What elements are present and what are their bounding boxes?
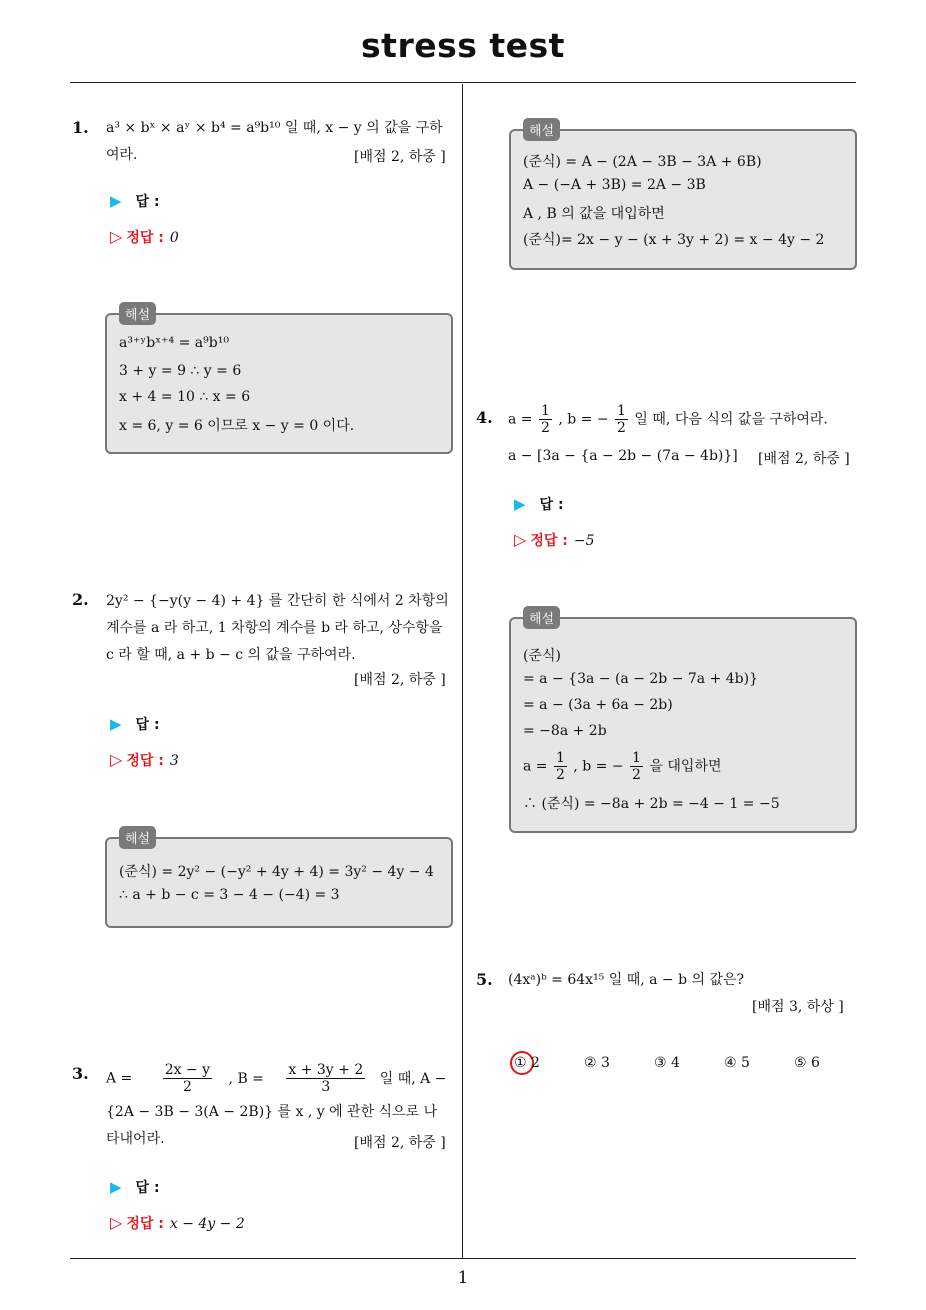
fraction-numerator: 1 [617,403,626,419]
answer-field[interactable] [514,494,564,514]
solution-line: (준식) = A − (2A − 3B − 3A + 6B) [523,154,762,170]
play-arrow-icon: ▶ [514,495,526,513]
problem-text [106,588,458,669]
fraction-denominator: 2 [555,767,565,783]
fraction-denominator: 2 [540,420,550,436]
solution-tag: 해설 [523,118,560,141]
solution-line: ∴ (준식) = −8a + 2b = −4 − 1 = −5 [523,796,780,812]
text-fragment: a = [523,758,548,775]
problem-text-line: (4xᵃ)ᵇ = 64x¹⁵ 일 때, a − b 의 값은? [508,972,745,988]
solution-box [105,832,453,928]
correct-label: 정답 : [126,1216,164,1232]
header-rule [70,82,856,83]
fraction [630,750,643,783]
text-fragment: a = [508,411,533,428]
solution-line: (준식) [523,648,561,664]
answer-field[interactable] [110,191,160,211]
problem-text-line: {2A − 3B − 3(A − 2B)} 를 x , y 에 관한 식으로 나 [106,1104,438,1120]
solution-line: a³⁺ʸbˣ⁺⁴ = a⁹b¹⁰ [119,335,229,351]
correct-answer [110,227,179,247]
correct-answer [110,750,179,770]
solution-box [105,308,453,454]
choice-3[interactable]: ③ 4 [654,1055,680,1071]
correct-value: 3 [169,753,179,769]
score-difficulty: [배점 2, 하중 ] [354,149,446,165]
correct-label: 정답 : [530,533,568,549]
solution-tag: 해설 [119,826,156,849]
correct-value: 0 [169,230,179,246]
score-difficulty: [배점 2, 하중 ] [758,451,850,467]
correct-value: −5 [573,533,595,549]
solution-line: x = 6, y = 6 이므로 x − y = 0 이다. [119,418,355,434]
fraction [163,1062,212,1095]
play-arrow-icon: ▶ [110,715,122,733]
triangle-outline-icon: ▷ [110,227,123,246]
fraction-denominator: 3 [321,1079,331,1095]
answer-label: 답 : [135,194,160,210]
solution-line: (준식) = 2y² − (−y² + 4y + 4) = 3y² − 4y − 4 [119,864,434,880]
fraction-denominator: 2 [617,420,626,436]
solution-line: = a − (3a + 6a − 2b) [523,697,673,713]
solution-line: A , B 의 값을 대입하면 [523,206,665,222]
correct-label: 정답 : [126,230,164,246]
solution-line: A − (−A + 3B) = 2A − 3B [523,177,706,193]
answer-label: 답 : [539,497,564,513]
solution-box [509,612,857,833]
problem-text-line: c 라 할 때, a + b − c 의 값을 구하여라. [106,647,356,663]
solution-line: 3 + y = 9 ∴ y = 6 [119,363,242,379]
problem-text-line: 2y² − {−y(y − 4) + 4} 를 간단히 한 식에서 2 차항의 [106,593,449,609]
text-fragment: A = [106,1070,133,1087]
problem-text-line: a³ × bˣ × aʸ × b⁴ = a⁹b¹⁰ 일 때, x − y 의 값을 구하 [106,120,443,136]
answer-field[interactable] [110,714,160,734]
triangle-outline-icon: ▷ [514,530,527,549]
choice-2[interactable]: ② 3 [584,1055,610,1071]
solution-tag: 해설 [523,606,560,629]
solution-line: (준식)= 2x − y − (x + 3y + 2) = x − 4y − 2 [523,232,825,248]
problem-text-line: 타내어라. [106,1131,165,1147]
fraction-numerator: 1 [555,750,565,766]
problem-number: 3. [72,1064,89,1083]
answer-field[interactable] [110,1177,160,1197]
correct-label: 정답 : [126,753,164,769]
fraction-numerator: 2x − y [164,1062,211,1078]
page-title: stress test [361,26,565,65]
answer-label: 답 : [135,717,160,733]
fraction [539,403,552,436]
play-arrow-icon: ▶ [110,1178,122,1196]
column-divider [462,84,463,1259]
choice-1[interactable]: ① 2 [514,1055,540,1071]
fraction-denominator: 2 [182,1079,192,1095]
problem-number: 4. [476,408,493,427]
fraction-numerator: 1 [632,750,641,766]
score-difficulty: [배점 2, 하중 ] [354,1135,446,1151]
problem-text-line: 여라. [106,147,138,163]
text-fragment: 일 때, A − [379,1070,447,1087]
fraction-denominator: 2 [632,767,641,783]
page-number: 1 [457,1268,469,1288]
play-arrow-icon: ▶ [110,192,122,210]
solution-tag: 해설 [119,302,156,325]
problem-text-line: 계수를 a 라 하고, 1 차항의 계수를 b 라 하고, 상수항을 [106,620,443,636]
correct-answer [110,1213,245,1233]
solution-line: x + 4 = 10 ∴ x = 6 [119,389,251,405]
problem-text-line: a − [3a − {a − 2b − (7a − 4b)}] [508,448,738,464]
text-fragment: , b = − [573,758,624,775]
fraction-numerator: x + 3y + 2 [288,1062,364,1078]
choice-5[interactable]: ⑤ 6 [794,1055,820,1071]
text-fragment: , b = − [558,411,609,428]
fraction-numerator: 1 [540,403,550,419]
solution-line: = a − {3a − (a − 2b − 7a + 4b)} [523,671,759,687]
score-difficulty: [배점 3, 하상 ] [752,999,844,1015]
problem-text-line [106,1062,456,1095]
answer-label: 답 : [135,1180,160,1196]
correct-answer [514,530,594,550]
solution-line [523,750,722,783]
fraction [554,750,567,783]
solution-line: = −8a + 2b [523,723,607,739]
solution-line: ∴ a + b − c = 3 − 4 − (−4) = 3 [119,887,340,903]
problem-number: 2. [72,590,89,609]
text-fragment: 을 대입하면 [649,758,722,775]
fraction [286,1062,365,1095]
problem-text-line [508,403,828,436]
triangle-outline-icon: ▷ [110,1213,123,1232]
problem-number: 5. [476,970,493,989]
text-fragment: , B = [228,1070,264,1087]
score-difficulty: [배점 2, 하중 ] [354,672,446,688]
choice-4[interactable]: ④ 5 [724,1055,750,1071]
correct-value: x − 4y − 2 [169,1216,245,1232]
problem-number: 1. [72,118,89,137]
text-fragment: 일 때, 다음 식의 값을 구하여라. [634,411,828,428]
fraction [615,403,628,436]
triangle-outline-icon: ▷ [110,750,123,769]
footer-rule [70,1258,856,1259]
solution-box [509,124,857,270]
